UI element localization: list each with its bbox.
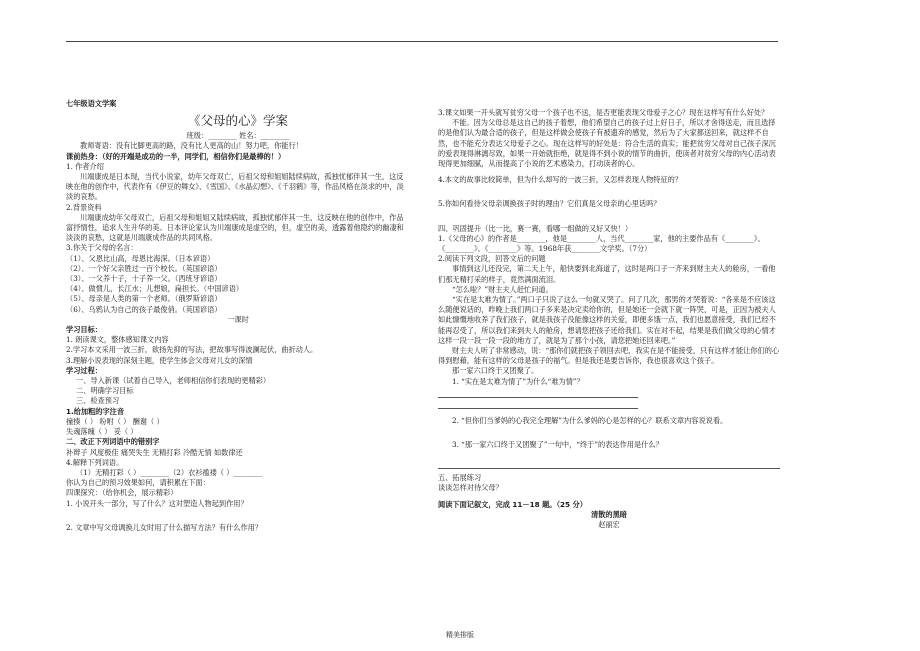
story-question-3: 3. “那一家六口终于又团聚了”一句中，“终于”的表达作用是什么？ — [452, 440, 663, 450]
warmup-heading — [66, 152, 410, 162]
story-question-1: 1. “实在是太难为情了”为什么“难为情”？ — [452, 376, 584, 386]
fill-question-1: 1.《父母的心》的作者是________，他是________人，当代________家，他的主要作品有《________》、《________》、《________》等。1968年获________文学奖。（7分） — [438, 233, 765, 254]
quote-item: （6）、乌鸦认为自己的孩子最俊俏。（英国谚语） — [66, 304, 222, 314]
story-paragraph: “实在是太难为情了。”两口子只说了这么一句就又哭了。问了几次，那男的才哭着说：“各来是不应该这么随便说话的，昨晚上我们两口子多来是决定卖给你的，但是她还一会就下就一阵哭，可是，正因为被夫人如此慷慨地收养了我们孩子，就是我孩子没能像这样的关爱，即便多饿一点，我们也愿意接受，我们已经不能再忍受了，所以我们来到夫人的舱房，想请您把孩子还给我们。实在对不起，结果是我们做父母的心情才这样一段一段一段一段的地方了，就是为了那个小孩，请您把她还回来吧。” — [438, 295, 776, 345]
question-1: 1. 小说开头一部分，写了什么？这对塑造人物起到作用？ — [66, 498, 248, 508]
quote-item: （3）、一父养十子，十子养一父。（西班牙谚语） — [66, 274, 222, 284]
reading-author: 赵丽宏 — [598, 520, 620, 530]
top-rule — [66, 41, 778, 42]
question-2: 2. 文章中写父母调换儿女时用了什么描写方法？有什么作用？ — [66, 522, 263, 532]
question-3: 3.课文如果一开头就写贫穷父母一个孩子也不送，是否更能表现父母爱子之心？现在这样写有什么好处？ — [438, 108, 769, 117]
reading-heading-2: 2.阅读下列文段，回答文后的问题 — [438, 254, 546, 264]
teacher-message: 教师寄语：没有比脚更高的路，没有比人更高的山！努力吧，你能行！ — [80, 141, 303, 151]
question-4: 4.本文的故事比较简单，但为什么却写的一波三折，又怎样表现人物特征的？ — [438, 175, 683, 185]
right-column — [438, 108, 780, 530]
quote-item: （1）、父恩比山高，母恩比海深。（日本谚语） — [66, 253, 215, 263]
consolidate-heading: 四、巩固提升（比一比，赛一赛，看哪一组做的又好又快！） — [438, 223, 633, 233]
story-paragraph: 事情到这儿还没完，第二天上午，船快要到北海道了，这时是两口子一齐来到财主夫人的舱房，一看他们那无精打采的样子，竟然满面流泪。 — [438, 264, 776, 284]
page-footer: 精美排版 — [446, 631, 474, 639]
extension-heading: 五、拓展练习 — [438, 473, 482, 483]
goals-heading: 学习目标： — [66, 325, 102, 335]
correct-row: 补辫子 风度极佳 痛哭失生 无精打彩 冷酷无情 如数律还 — [66, 447, 243, 457]
class-name-line: 班级：________ 姓名：________ — [186, 131, 290, 141]
background-paragraph: 川端康成幼年父母双亡，后祖父母和姐姐又陆续病故，孤独忧郁伴其一生，这反映在他的创作中，作品富抒情性，追求人生升华的美。日本评论家认为川端康成是虚空的，但，虚空的美，透露着他隐约的幽凄和淡淡的哀愁，这就是川端康成作品的共同风格。 — [66, 212, 404, 243]
author-heading: 1. 作者介绍 — [66, 161, 104, 171]
quote-item: （5）、母亲是人类的第一个老师。（俄罗斯谚语） — [66, 294, 222, 304]
story-paragraph: “怎么啦？”财主夫人赶忙问道。 — [452, 284, 553, 294]
lesson-hours: 一课时 — [227, 314, 249, 324]
pinyin-row: 失魂落魄（ ） 妥（ ） — [66, 427, 138, 437]
answer-line — [438, 399, 638, 409]
question-5: 5.你如何看待父母亲调换孩子时的理由？它们真是父母亲的心里话吗？ — [438, 199, 661, 209]
pinyin-row: 撞揍（ ） 吩咐（ ） 酬谢（ ） — [66, 416, 164, 426]
doubt-line: 你认为自己的预习效果如何，请积累在下面： — [66, 478, 210, 488]
goal-item: 2.学习本文采用一波三折，欲扬先抑的写法，把故事写得波澜起伏，曲折动人。 — [66, 345, 318, 355]
author-paragraph: 川端康成是日本现，当代小说家，幼年父母双亡，后祖父母和姐姐陆续病故，孤独忧郁伴其一生，这反映在他的创作中，代表作有《伊豆的舞女》、《雪国》、《水晶幻想》、《千羽鹤》等，作品风格在淡求的中，淡淡的哀愁。 — [66, 172, 404, 202]
words-heading: 4.解释下列词语。 — [66, 457, 124, 467]
story-question-2: 2. “但你们当爹妈的心我完全理解”为什么爹妈的心是怎样的心？联系文章内容说说看。 — [452, 415, 728, 425]
background-heading: 2.背景资料 — [66, 202, 102, 212]
grade-label: 七年级语文学案 — [66, 99, 117, 108]
section-divider — [438, 468, 780, 469]
process-heading: 学习过程： — [66, 365, 102, 375]
explore-heading: 四课探究：（给你机会，展示精彩） — [66, 488, 178, 498]
reading-instruction: 阅读下面记叙文，完成 11－18 题。（25 分） — [438, 499, 587, 509]
words-row: （1）无精打彩（ ）________（2）衣衫褴褛（ ）________ — [76, 467, 263, 477]
answer-line — [438, 388, 638, 398]
warmup-text: 课前热身：（好的开端是成功的一半，同学们，相信你们是最棒的！） — [66, 151, 286, 161]
story-paragraph: 那一家六口终于又团聚了。 — [452, 366, 539, 376]
pinyin-heading: 1.给加粗的字注音 — [66, 406, 125, 416]
goal-item: 3.理解小说表现的深刻主题，使学生体会父母对儿女的深情 — [66, 355, 253, 365]
answer-3: 不能。因为父母总是这自己的孩子着想，他们希望自己的孩子过上好日子，所以才舍得送走，而且选择的是他们认为最合适的孩子，但是这样做会使孩子有被遗弃的感觉，然后为了大家都送回来，就这样不自然，也不能充分表达父母爱子之心。现在这样写的好处是：符合生活的真实；能把贫穷父母对自己孩子深沉的爱表现得淋漓尽致，如果一开始就拒绝，就是得不到小说的情节的曲折，使读者对贫穷父母的内心活动表现得更加细腻，从而提高了小说的艺术感染力，打动读者的心。 — [438, 118, 776, 169]
reading-title: 清散的黑暗 — [591, 509, 627, 519]
page-title: 《父母的心》学案 — [187, 113, 288, 129]
step-item: 二、明确学习目标 — [76, 386, 134, 396]
step-item: 一、导入新课（试着自己导入，老师相信你们表现的更精彩） — [76, 376, 271, 386]
story-paragraph: 财主夫人听了非常感动，说：“那你们就把孩子领回去吧，我实在是不能接受，只有这样才能让你们的心得到慰藉，能有这样的父母是孩子的福气。但是我还是要告诉你，我也很喜欢这个孩子。 — [438, 346, 780, 366]
quote-item: （2）、一个好父亲胜过一百个校长。（英国谚语） — [66, 263, 222, 273]
quote-item: （4）、做惯儿，长江水；儿想娘，扁担长。（中国谚语） — [66, 284, 244, 294]
extension-question: 谈谈怎样对待父母？ — [438, 483, 503, 493]
quotes-heading: 3.你关于父母的名言： — [66, 243, 138, 253]
step-item: 三、检查预习 — [76, 396, 120, 406]
goal-item: 1. 朗读课文，整体感知课文内容 — [66, 335, 169, 345]
left-column — [66, 99, 410, 533]
correct-heading: 二、改正下列词语中的错别字 — [66, 437, 160, 447]
